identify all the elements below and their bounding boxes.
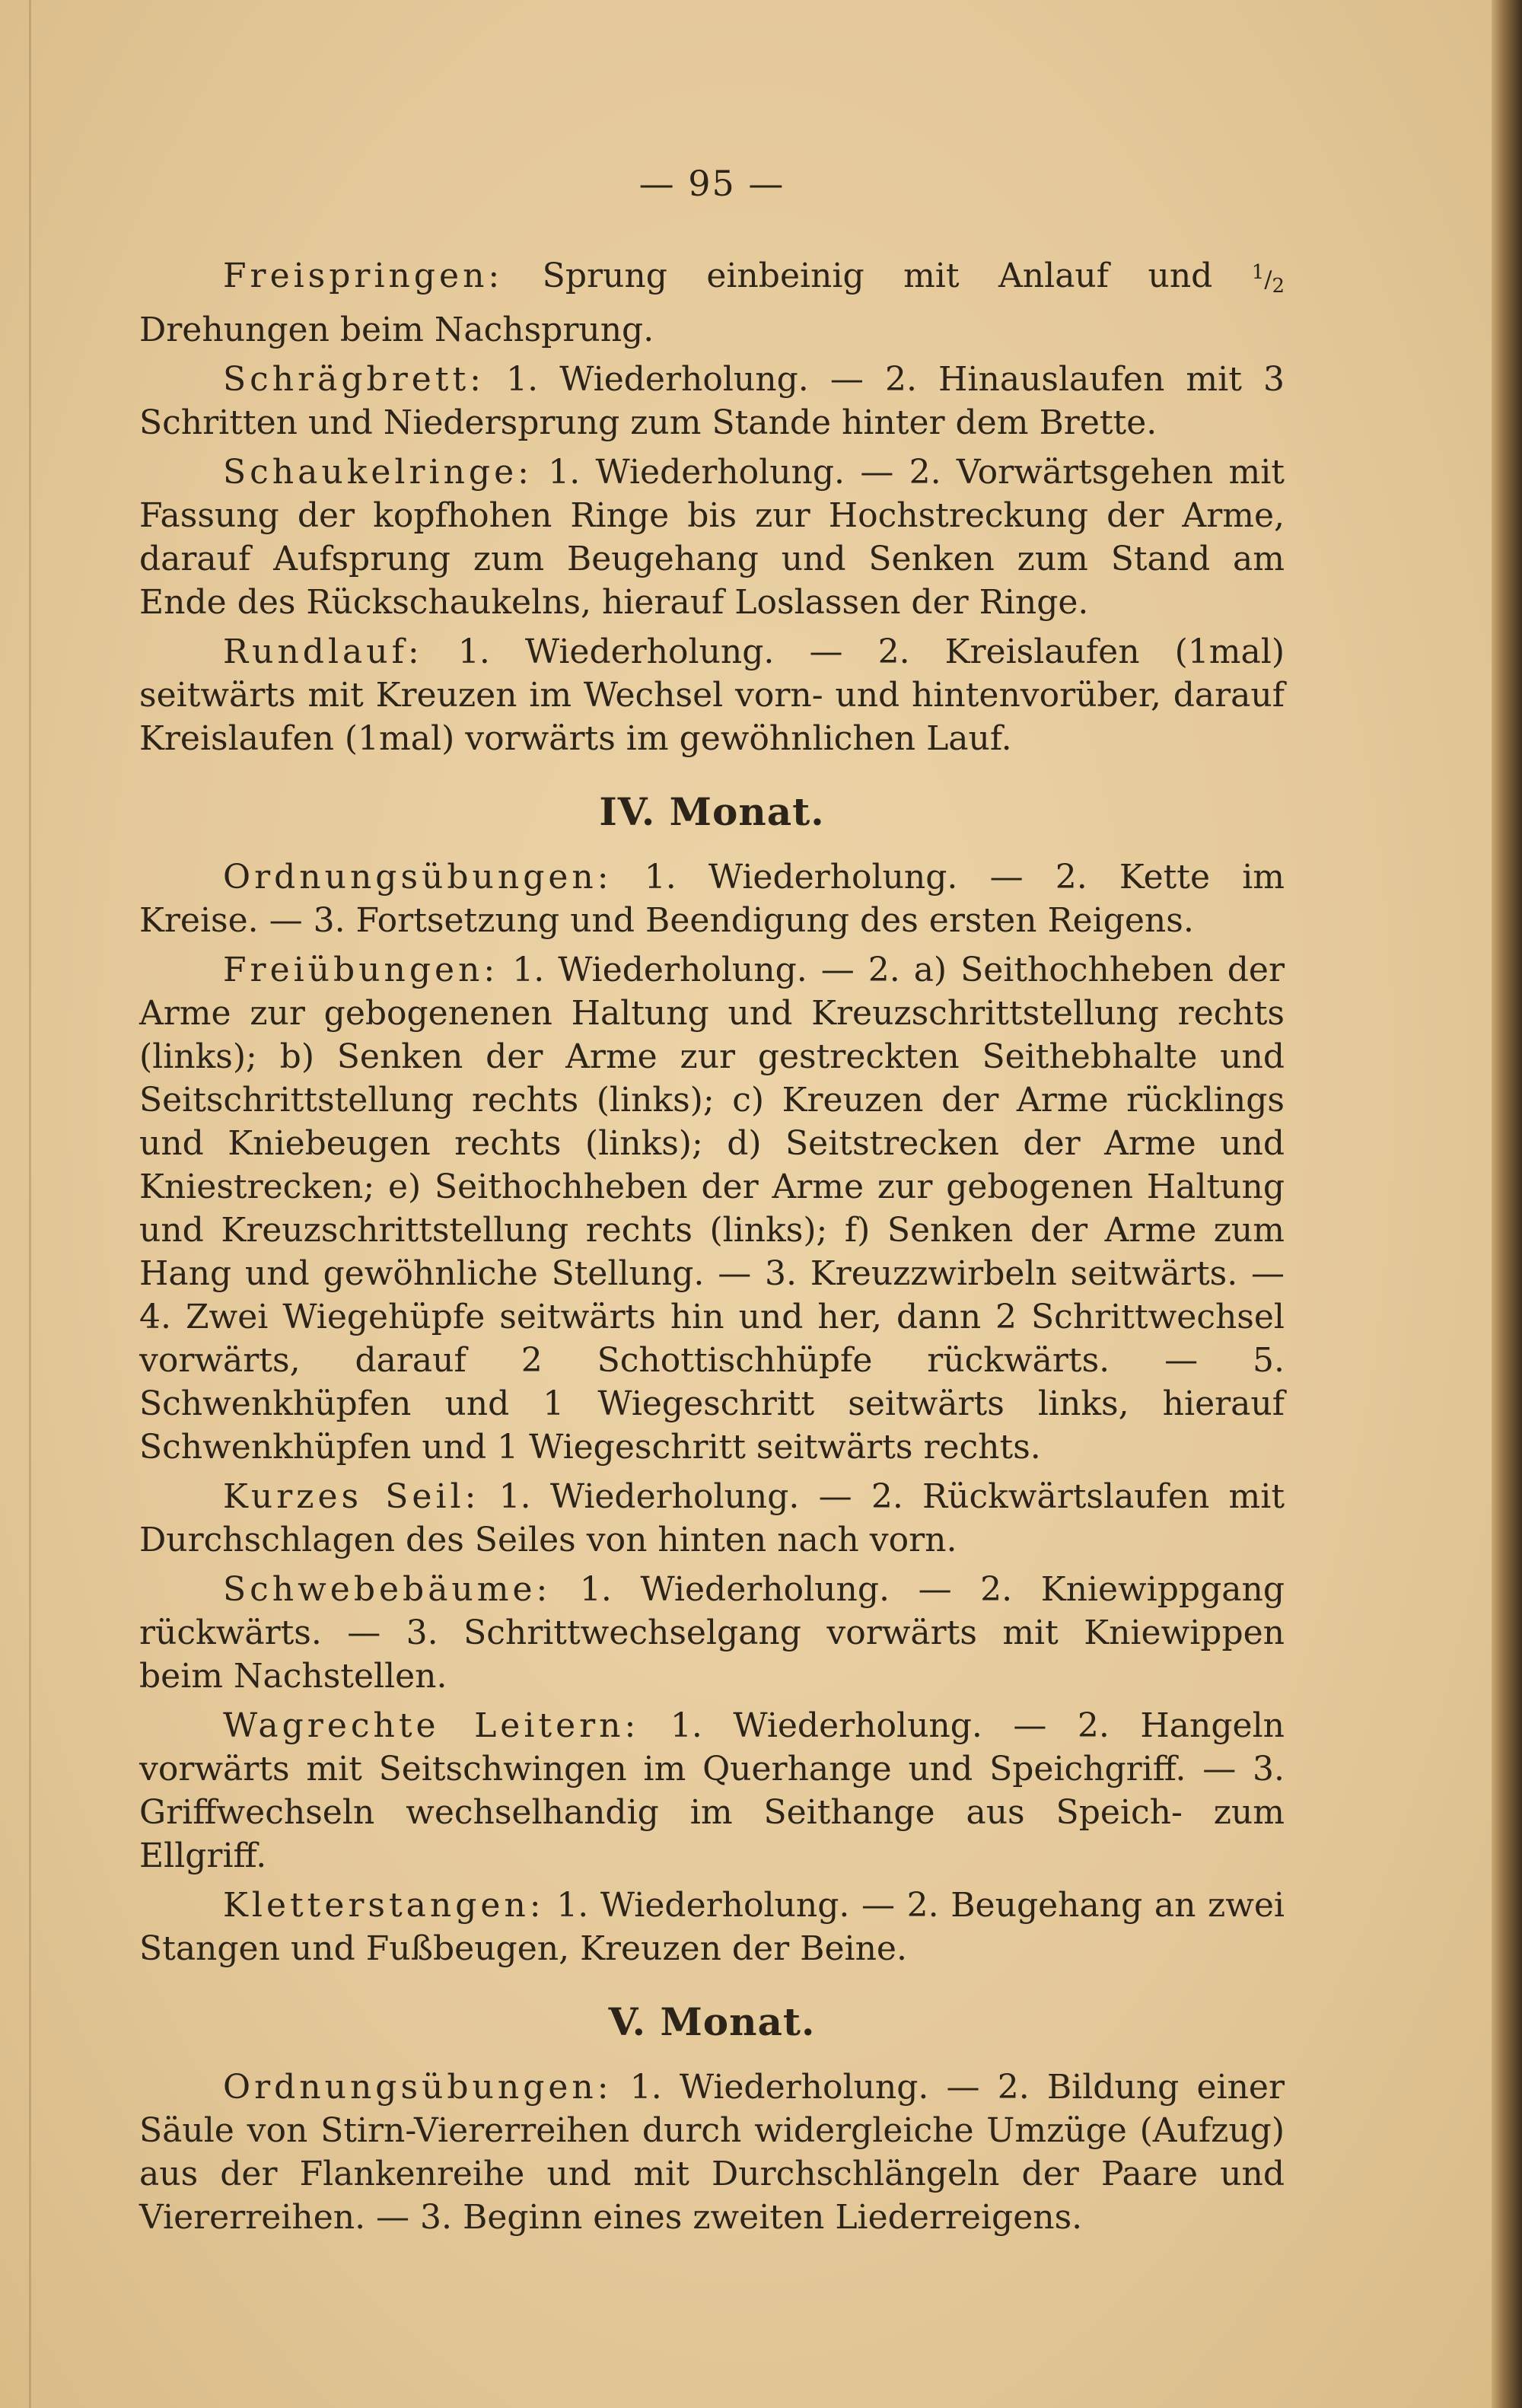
paragraph-label: Freispringen: (223, 256, 504, 295)
paragraph-label: Kletterstangen: (223, 1886, 545, 1925)
paragraph-label: Ordnungsübungen: (223, 858, 613, 897)
paragraph-schaukelringe (139, 451, 1285, 624)
section-heading-month-4: IV. Monat. (599, 789, 825, 834)
paragraph-freispringen (139, 251, 1285, 352)
fraction: $^1/_2$ (1251, 261, 1285, 298)
paragraph-text-after: Drehungen beim Nachsprung. (139, 311, 654, 349)
paragraph-label: Kurzes Seil: (223, 1477, 480, 1516)
book-spine (1492, 0, 1522, 2408)
page-number: — 95 — (638, 163, 785, 204)
paragraph-text: 1. Wiederholung. — 2. a) Seithochheben der Arme zur gebogenenen Haltung und Kreuzschrittstellung rechts (links); b) Senken der Arme zur gestreckten Seithebhalte und Seitschrittstellung rechts (links); c) Kreuzen der Arme rücklings und Kniebeugen rechts (links); d) Seitstrecken der Arme und Kniestrecken; e) Seithochheben der Arme zur gebogenen Haltung und Kreuzschrittstellung rechts (links); f) Senken der Arme zum Hang und gewöhnliche Stellung. — 3. Kreuzzwirbeln seitwärts. — 4. Zwei Wiegehüpfe seitwärts hin und her, dann 2 Schrittwechsel vorwärts, darauf 2 Schottischhüpfe rückwärts. — 5. Schwenkhüpfen und 1 Wiegeschritt seitwärts links, hierauf Schwenkhüpfen und 1 Wiegeschritt seitwärts rechts. (139, 951, 1285, 1467)
fraction-numerator: 1 (1251, 261, 1265, 284)
paragraph-schraegbrett (139, 358, 1285, 444)
paragraph-label: Schaukelringe: (223, 453, 533, 492)
paragraph-text: 1. Wiederholung. — 2. Beugehang an zwei Stangen und Fußbeugen, Kreuzen der Beine. (139, 1886, 1285, 1968)
paragraph-kletterstangen (139, 1884, 1285, 1970)
paragraph-text: 1. Wiederholung. — 2. Rückwärtslaufen mit Durchschlagen des Seiles von hinten nach vorn. (139, 1477, 1285, 1559)
section-heading-month-5: V. Monat. (608, 1999, 816, 2044)
paragraph-label: Freiübungen: (223, 951, 499, 989)
paragraph-text: Sprung einbeinig mit Anlauf und (503, 256, 1252, 295)
paragraph-schwebebaeume (139, 1568, 1285, 1698)
page-edge-line (29, 0, 31, 2408)
paragraph-ordnungsuebungen-month-5 (139, 2066, 1285, 2239)
paragraph-kurzes-seil (139, 1475, 1285, 1562)
paragraph-text: 1. Wiederholung. — 2. Hinauslaufen mit 3 Schritten und Niedersprung zum Stande hinter dem Brette. (139, 360, 1285, 442)
fraction-denominator: 2 (1272, 275, 1285, 298)
paragraph-rundlauf (139, 630, 1285, 760)
paragraph-label: Ordnungsübungen: (223, 2068, 613, 2107)
paragraph-text: 1. Wiederholung. — 2. Vorwärtsgehen mit Fassung der kopfhohen Ringe bis zur Hochstreckung der Arme, darauf Aufsprung zum Beugehang und Senken zum Stand am Ende des Rückschaukelns, hierauf Loslassen der Ringe. (139, 453, 1285, 622)
paragraph-freiuebungen (139, 948, 1285, 1469)
paragraph-text: 1. Wiederholung. — 2. Kniewippgang rückwärts. — 3. Schrittwechselgang vorwärts mit Kniewippen beim Nachstellen. (139, 1570, 1285, 1696)
paragraph-text: 1. Wiederholung. — 2. Bildung einer Säule von Stirn-Viererreihen durch widergleiche Umzüge (Aufzug) aus der Flankenreihe und mit Durchschlängeln der Paare und Viererreihen. — 3. Beginn eines zweiten Liederreigens. (139, 2068, 1285, 2237)
page-content (139, 152, 1285, 2245)
paragraph-text: 1. Wiederholung. — 2. Hangeln vorwärts mit Seitschwingen im Querhange und Speichgriff. — 3. Griffwechseln wechselhandig im Seithange aus Speich- zum Ellgriff. (139, 1706, 1285, 1875)
paragraph-label: Wagrechte Leitern: (223, 1706, 640, 1745)
paragraph-label: Schrägbrett: (223, 360, 485, 399)
paragraph-ordnungsuebungen (139, 855, 1285, 942)
paragraph-wagrechte-leitern (139, 1704, 1285, 1878)
paragraph-label: Schwebebäume: (223, 1570, 552, 1609)
paragraph-text: 1. Wiederholung. — 2. Kette im Kreise. — 3. Fortsetzung und Beendigung des ersten Reigens. (139, 858, 1285, 940)
paragraph-label: Rundlauf: (223, 632, 423, 671)
paragraph-text: 1. Wiederholung. — 2. Kreislaufen (1mal) seitwärts mit Kreuzen im Wechsel vorn- und hintenvorüber, darauf Kreislaufen (1mal) vorwärts im gewöhnlichen Lauf. (139, 632, 1285, 758)
